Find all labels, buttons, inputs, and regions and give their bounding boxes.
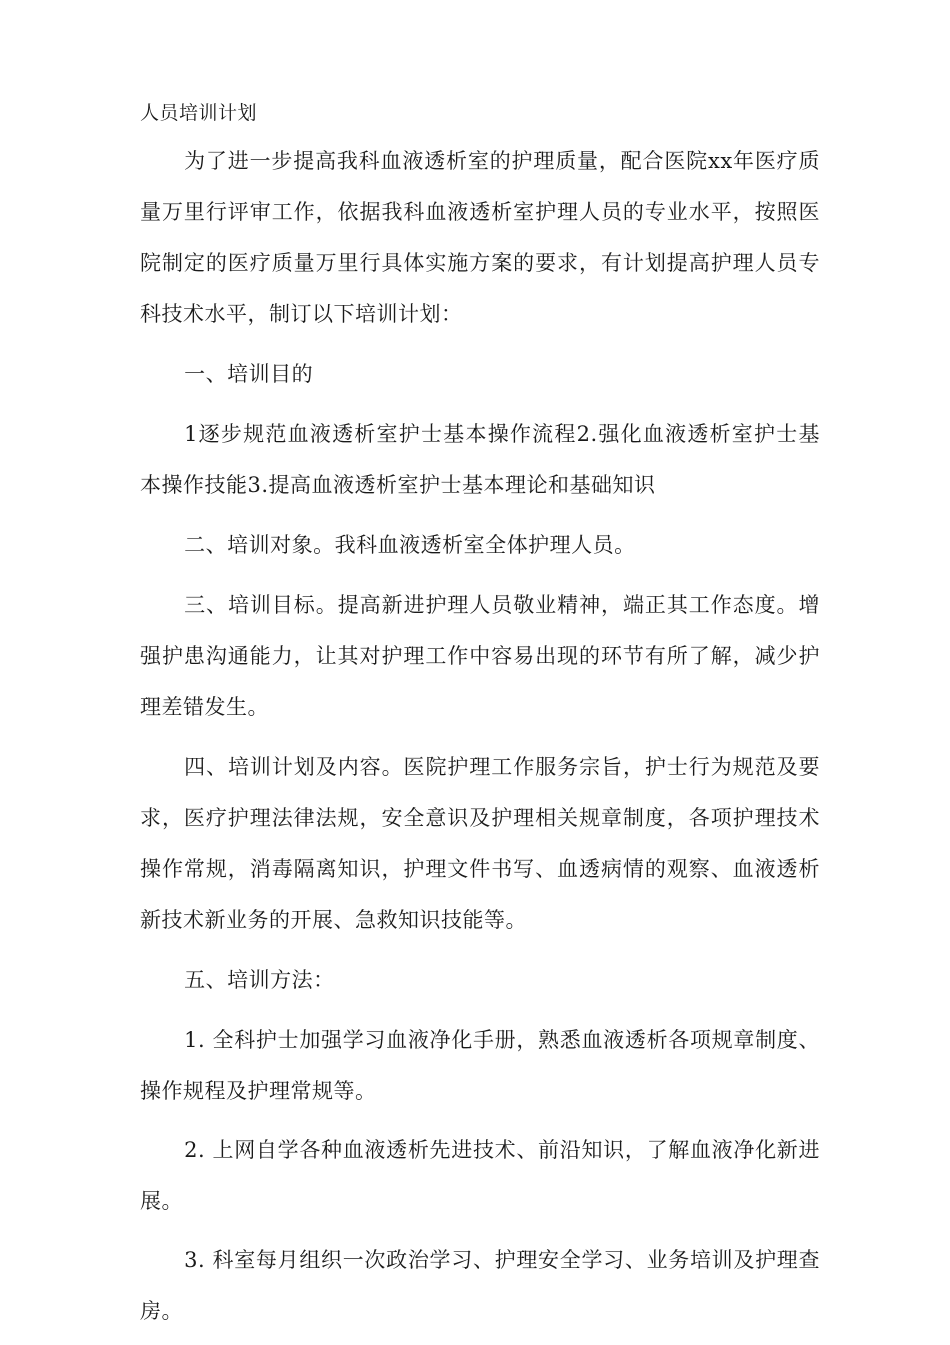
document-body xyxy=(140,98,820,1345)
section-heading-purpose: 一、培训目的 xyxy=(184,362,314,386)
goals-paragraph: 三、培训目标。提高新进护理人员敬业精神，端正其工作态度。增强护患沟通能力，让其对护理工作中容易出现的环节有所了解，减少护理差错发生。 xyxy=(140,593,820,719)
target-audience-paragraph: 二、培训对象。我科血液透析室全体护理人员。 xyxy=(184,533,636,557)
purpose-paragraph: 1逐步规范血液透析室护士基本操作流程2.强化血液透析室护士基本操作技能3.提高血液透析室护士基本理论和基础知识 xyxy=(140,422,820,497)
section-heading-methods: 五、培训方法： xyxy=(184,968,335,992)
method-item-1: 1. 全科护士加强学习血液净化手册，熟悉血液透析各项规章制度、操作规程及护理常规等。 xyxy=(140,1028,820,1103)
document-title: 人员培训计划 xyxy=(140,102,258,124)
method-item-2: 2. 上网自学各种血液透析先进技术、前沿知识，了解血液净化新进展。 xyxy=(140,1138,820,1213)
plan-content-paragraph: 四、培训计划及内容。医院护理工作服务宗旨，护士行为规范及要求，医疗护理法律法规，安全意识及护理相关规章制度，各项护理技术操作常规，消毒隔离知识，护理文件书写、血透病情的观察、血液透析新技术新业务的开展、急救知识技能等。 xyxy=(140,755,820,932)
method-item-3: 3. 科室每月组织一次政治学习、护理安全学习、业务培训及护理查房。 xyxy=(140,1248,820,1323)
intro-paragraph: 为了进一步提高我科血液透析室的护理质量，配合医院xx年医疗质量万里行评审工作，依据我科血液透析室护理人员的专业水平，按照医院制定的医疗质量万里行具体实施方案的要求，有计划提高护理人员专科技术水平，制订以下培训计划： xyxy=(140,149,820,326)
